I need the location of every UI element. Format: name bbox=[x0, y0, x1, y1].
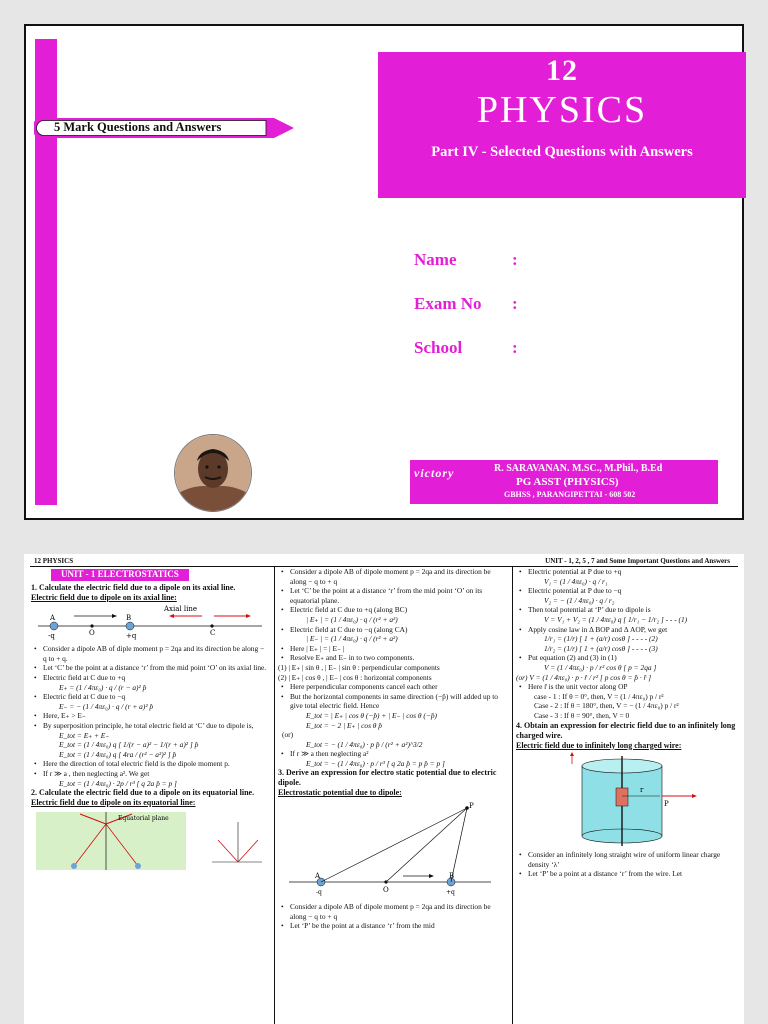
school-colon: : bbox=[512, 338, 518, 357]
q1-point-4: • Electric field at C due to −q bbox=[31, 692, 269, 702]
title-box bbox=[378, 52, 746, 198]
c2-or: (or) bbox=[282, 730, 294, 740]
subject-title: PHYSICS bbox=[476, 89, 648, 131]
question-3-subheading: Electrostatic potential due to dipole: bbox=[278, 788, 402, 798]
column-3 bbox=[512, 567, 740, 1024]
svg-text:r: r bbox=[639, 786, 643, 795]
svg-text:-q: -q bbox=[315, 889, 322, 897]
c3-case-1: case - 1 : If θ = 0°, then, V = (1 / 4πε₀) p / r² bbox=[534, 691, 664, 701]
c3-point-1: • Electric potential at P due to +q bbox=[516, 567, 737, 577]
c2-point-7: • Here perpendicular components cancel each other bbox=[278, 682, 507, 692]
q1-equation-6: E_tot = (1 / 4πε₀) · 2p / r³ [ q 2a p̂ = p ] bbox=[59, 778, 177, 788]
question-1-subheading: Electric field due to dipole on its axial line: bbox=[31, 592, 177, 602]
c3-point-3: • Then total potential at ‘P’ due to dipole is bbox=[516, 605, 737, 615]
page-header-left: 12 PHYSICS bbox=[34, 557, 74, 565]
q1-point-7: • Here the direction of total electric field is the dipole moment p. bbox=[31, 759, 269, 769]
c2-point-6: • Resolve E₊ and E₋ in to two components. bbox=[278, 653, 507, 663]
c3-case-3: Case - 3 : If θ = 90°, then, V = 0 bbox=[534, 710, 630, 720]
axial-line-caption: Axial line bbox=[164, 605, 198, 614]
c2-list-1: (1) | E₊ | sin θ , | E₋ | sin θ : perpendicular components bbox=[278, 662, 440, 672]
q1-equation-3: E_tot = E₊ + E₋ bbox=[59, 730, 110, 740]
c3-point-7: • Consider an infinitely long straight wire of uniform linear charge density ‘λ’ bbox=[516, 850, 737, 869]
c2-point-5: • Here | E₊ | = | E₋ | bbox=[278, 644, 507, 654]
question-2: 2. Calculate the electric field due to a dipole on its equatorial line. bbox=[31, 788, 255, 798]
c2-equation-3: E_tot = | E₊ | cos θ (−p̂) + | E₋ | cos θ (−p̂) bbox=[306, 710, 437, 720]
c2-equation-6: E_tot = − (1 / 4πε₀) · p / r³ [ q 2a p̂ = p p̂ = p ] bbox=[306, 758, 445, 768]
q1-point-1: • Consider a dipole AB of diple moment p = 2qa and its direction be along − q to + q. bbox=[31, 644, 269, 663]
c2-equation-4: E_tot = − 2 | E₊ | cos θ p̂ bbox=[306, 720, 382, 730]
brand-logo-text: victory bbox=[414, 466, 455, 480]
svg-text:O: O bbox=[89, 629, 95, 638]
class-number: 12 bbox=[546, 54, 578, 87]
axial-dipole-diagram bbox=[34, 604, 266, 642]
c3-point-8: • Let ‘P’ be a point at a distance ‘r’ from the wire. Let bbox=[516, 869, 737, 879]
q1-point-5: • Here, E₊ > E₋ bbox=[31, 711, 269, 721]
svg-text:A: A bbox=[50, 614, 56, 623]
author-photo bbox=[174, 434, 252, 512]
c2-equation-2: | E₋ | = (1 / 4πε₀) · q / (r² + a²) bbox=[306, 634, 398, 644]
q1-point-2: • Let ‘C’ be the point at a distance ‘r’ from the mid point ‘O’ on its axial line. bbox=[31, 663, 269, 673]
q1-equation-4: E_tot = (1 / 4πε₀) q [ 1/(r − a)² − 1/(r + a)² ] p̂ bbox=[59, 740, 199, 750]
svg-text:+q: +q bbox=[445, 889, 455, 897]
c3-point-4: • Apply cosine law in Δ BOP and Δ AOP, we get bbox=[516, 625, 737, 635]
author-banner bbox=[410, 460, 718, 504]
question-4-subheading: Electric field due to infinitely long charged wire: bbox=[516, 740, 682, 750]
column-1 bbox=[28, 567, 272, 1024]
c3-equation-1: V₁ = (1 / 4πε₀) · q / r₁ bbox=[544, 576, 608, 586]
exam-no-colon: : bbox=[512, 294, 518, 313]
name-colon: : bbox=[512, 250, 518, 269]
c2-point-3: • Electric field at C due to +q (along BC) bbox=[278, 605, 507, 615]
c2-point-10: • Consider a dipole AB of dipole moment p = 2qa and its direction be along − q to + q bbox=[278, 902, 507, 921]
charged-wire-cylinder-diagram bbox=[532, 752, 722, 848]
c3-equation-7: (or) V = (1 / 4πε₀) · p · r̂ / r² [ p cos θ = p̂ · r̂ ] bbox=[516, 672, 652, 682]
content-page bbox=[24, 554, 744, 1024]
question-2-subheading: Electric field due to dipole on its equatorial line: bbox=[31, 798, 196, 808]
cover-page bbox=[24, 24, 744, 520]
c2-equation-1: | E₊ | = (1 / 4πε₀) · q / (r² + a²) bbox=[306, 614, 398, 624]
q1-equation-1: E₊ = (1 / 4πε₀) · q / (r − a)² p̂ bbox=[59, 682, 147, 692]
svg-text:-q: -q bbox=[48, 632, 55, 641]
svg-text:B: B bbox=[448, 872, 454, 881]
c2-point-1: • Consider a dipole AB of dipole moment p = 2qa and its direction be along − q to + q bbox=[278, 567, 507, 586]
author-name: R. SARAVANAN. M.SC., M.Phil., B.Ed bbox=[494, 463, 663, 474]
c3-point-6: • Here r̂ is the unit vector along OP bbox=[516, 682, 737, 692]
c3-case-2: Case - 2 : If θ = 180°, then, V = − (1 / 4πε₀) p / r² bbox=[534, 701, 679, 711]
equatorial-dipole-diagram bbox=[34, 810, 266, 870]
question-4: 4. Obtain an expression for electric field due to an infinitely long charged wire. bbox=[516, 720, 736, 740]
svg-text:P: P bbox=[468, 802, 474, 811]
page-header-right: UNIT - 1, 2, 5 , 7 and Some Important Questions and Answers bbox=[545, 557, 730, 565]
svg-text:O: O bbox=[382, 886, 389, 895]
author-role: PG ASST (PHYSICS) bbox=[516, 476, 619, 488]
q1-equation-2: E₋ = − (1 / 4πε₀) · q / (r + a)² p̂ bbox=[59, 701, 154, 711]
c3-point-5: • Put equation (2) and (3) in (1) bbox=[516, 653, 737, 663]
author-school: GBHSS , PARANGIPETTAI - 608 502 bbox=[504, 490, 636, 499]
svg-text:+q: +q bbox=[126, 632, 137, 641]
c3-equation-5: 1/r₂ = (1/r) [ 1 + (a/r) cosθ ] - - - - (3) bbox=[544, 643, 658, 653]
q1-point-8: • If r ≫ a , then neglecting a². We get bbox=[31, 769, 269, 779]
svg-text:A: A bbox=[314, 872, 320, 881]
unit-title-badge: UNIT - 1 ELECTROSTATICS bbox=[51, 569, 189, 581]
c2-equation-5: E_tot = − (1 / 4πε₀) · p p̂ / (r² + a²)^3/2 bbox=[306, 739, 423, 749]
c3-equation-6: V = (1 / 4πε₀) · p / r² cos θ [ p = 2qa ] bbox=[544, 662, 657, 672]
svg-text:B: B bbox=[126, 614, 132, 623]
part-subtitle: Part IV - Selected Questions with Answers bbox=[431, 144, 693, 160]
svg-text:C: C bbox=[210, 629, 216, 638]
c2-point-9: • If r ≫ a then neglecting a² bbox=[278, 749, 507, 759]
c3-equation-2: V₂ = − (1 / 4πε₀) · q / r₂ bbox=[544, 595, 615, 605]
c2-list-2: (2) | E₊ | cos θ , | E₋ | cos θ : horizontal components bbox=[278, 672, 432, 682]
school-label: School bbox=[414, 338, 463, 357]
c3-equation-3: V = V₁ + V₂ = (1 / 4πε₀) q [ 1/r₁ − 1/r₂ ] - - - (1) bbox=[544, 614, 688, 624]
column-2 bbox=[274, 567, 510, 1024]
c2-point-2: • Let ‘C’ be the point at a distance ‘r’ from the mid point ‘O’ on its equatorial plane. bbox=[278, 586, 507, 605]
exam-no-label: Exam No bbox=[414, 294, 482, 313]
question-1: 1. Calculate the electric field due to a dipole on its axial line. bbox=[31, 582, 236, 592]
c3-equation-4: 1/r₁ = (1/r) [ 1 + (a/r) cosθ ] - - - - (2) bbox=[544, 634, 658, 644]
mark-questions-label: 5 Mark Questions and Answers bbox=[54, 120, 222, 134]
c2-point-11: • Let ‘P’ be the point at a distance ‘r’ from the mid bbox=[278, 921, 507, 931]
name-label: Name bbox=[414, 250, 457, 269]
c2-point-4: • Electric field at C due to −q (along CA) bbox=[278, 625, 507, 635]
q1-equation-5: E_tot = (1 / 4πε₀) q [ 4ra / (r² − a²)² ] p̂ bbox=[59, 749, 177, 759]
dipole-potential-diagram bbox=[281, 800, 505, 900]
equatorial-plane-caption: Equatorial plane bbox=[118, 814, 169, 822]
q1-point-6: • By superposition principle, he total electric field at ‘C’ due to dipole is, bbox=[31, 721, 269, 731]
svg-text:P: P bbox=[663, 800, 669, 809]
c2-point-8: • But the horizontal components in same direction (−p̂) will added up to give total electric field. Hence bbox=[278, 692, 507, 711]
magenta-side-bar bbox=[35, 39, 57, 505]
c3-point-2: • Electric potential at P due to −q bbox=[516, 586, 737, 596]
question-3: 3. Derive an expression for electro static potential due to electric dipole. bbox=[278, 768, 497, 788]
q1-point-3: • Electric field at C due to +q bbox=[31, 673, 269, 683]
